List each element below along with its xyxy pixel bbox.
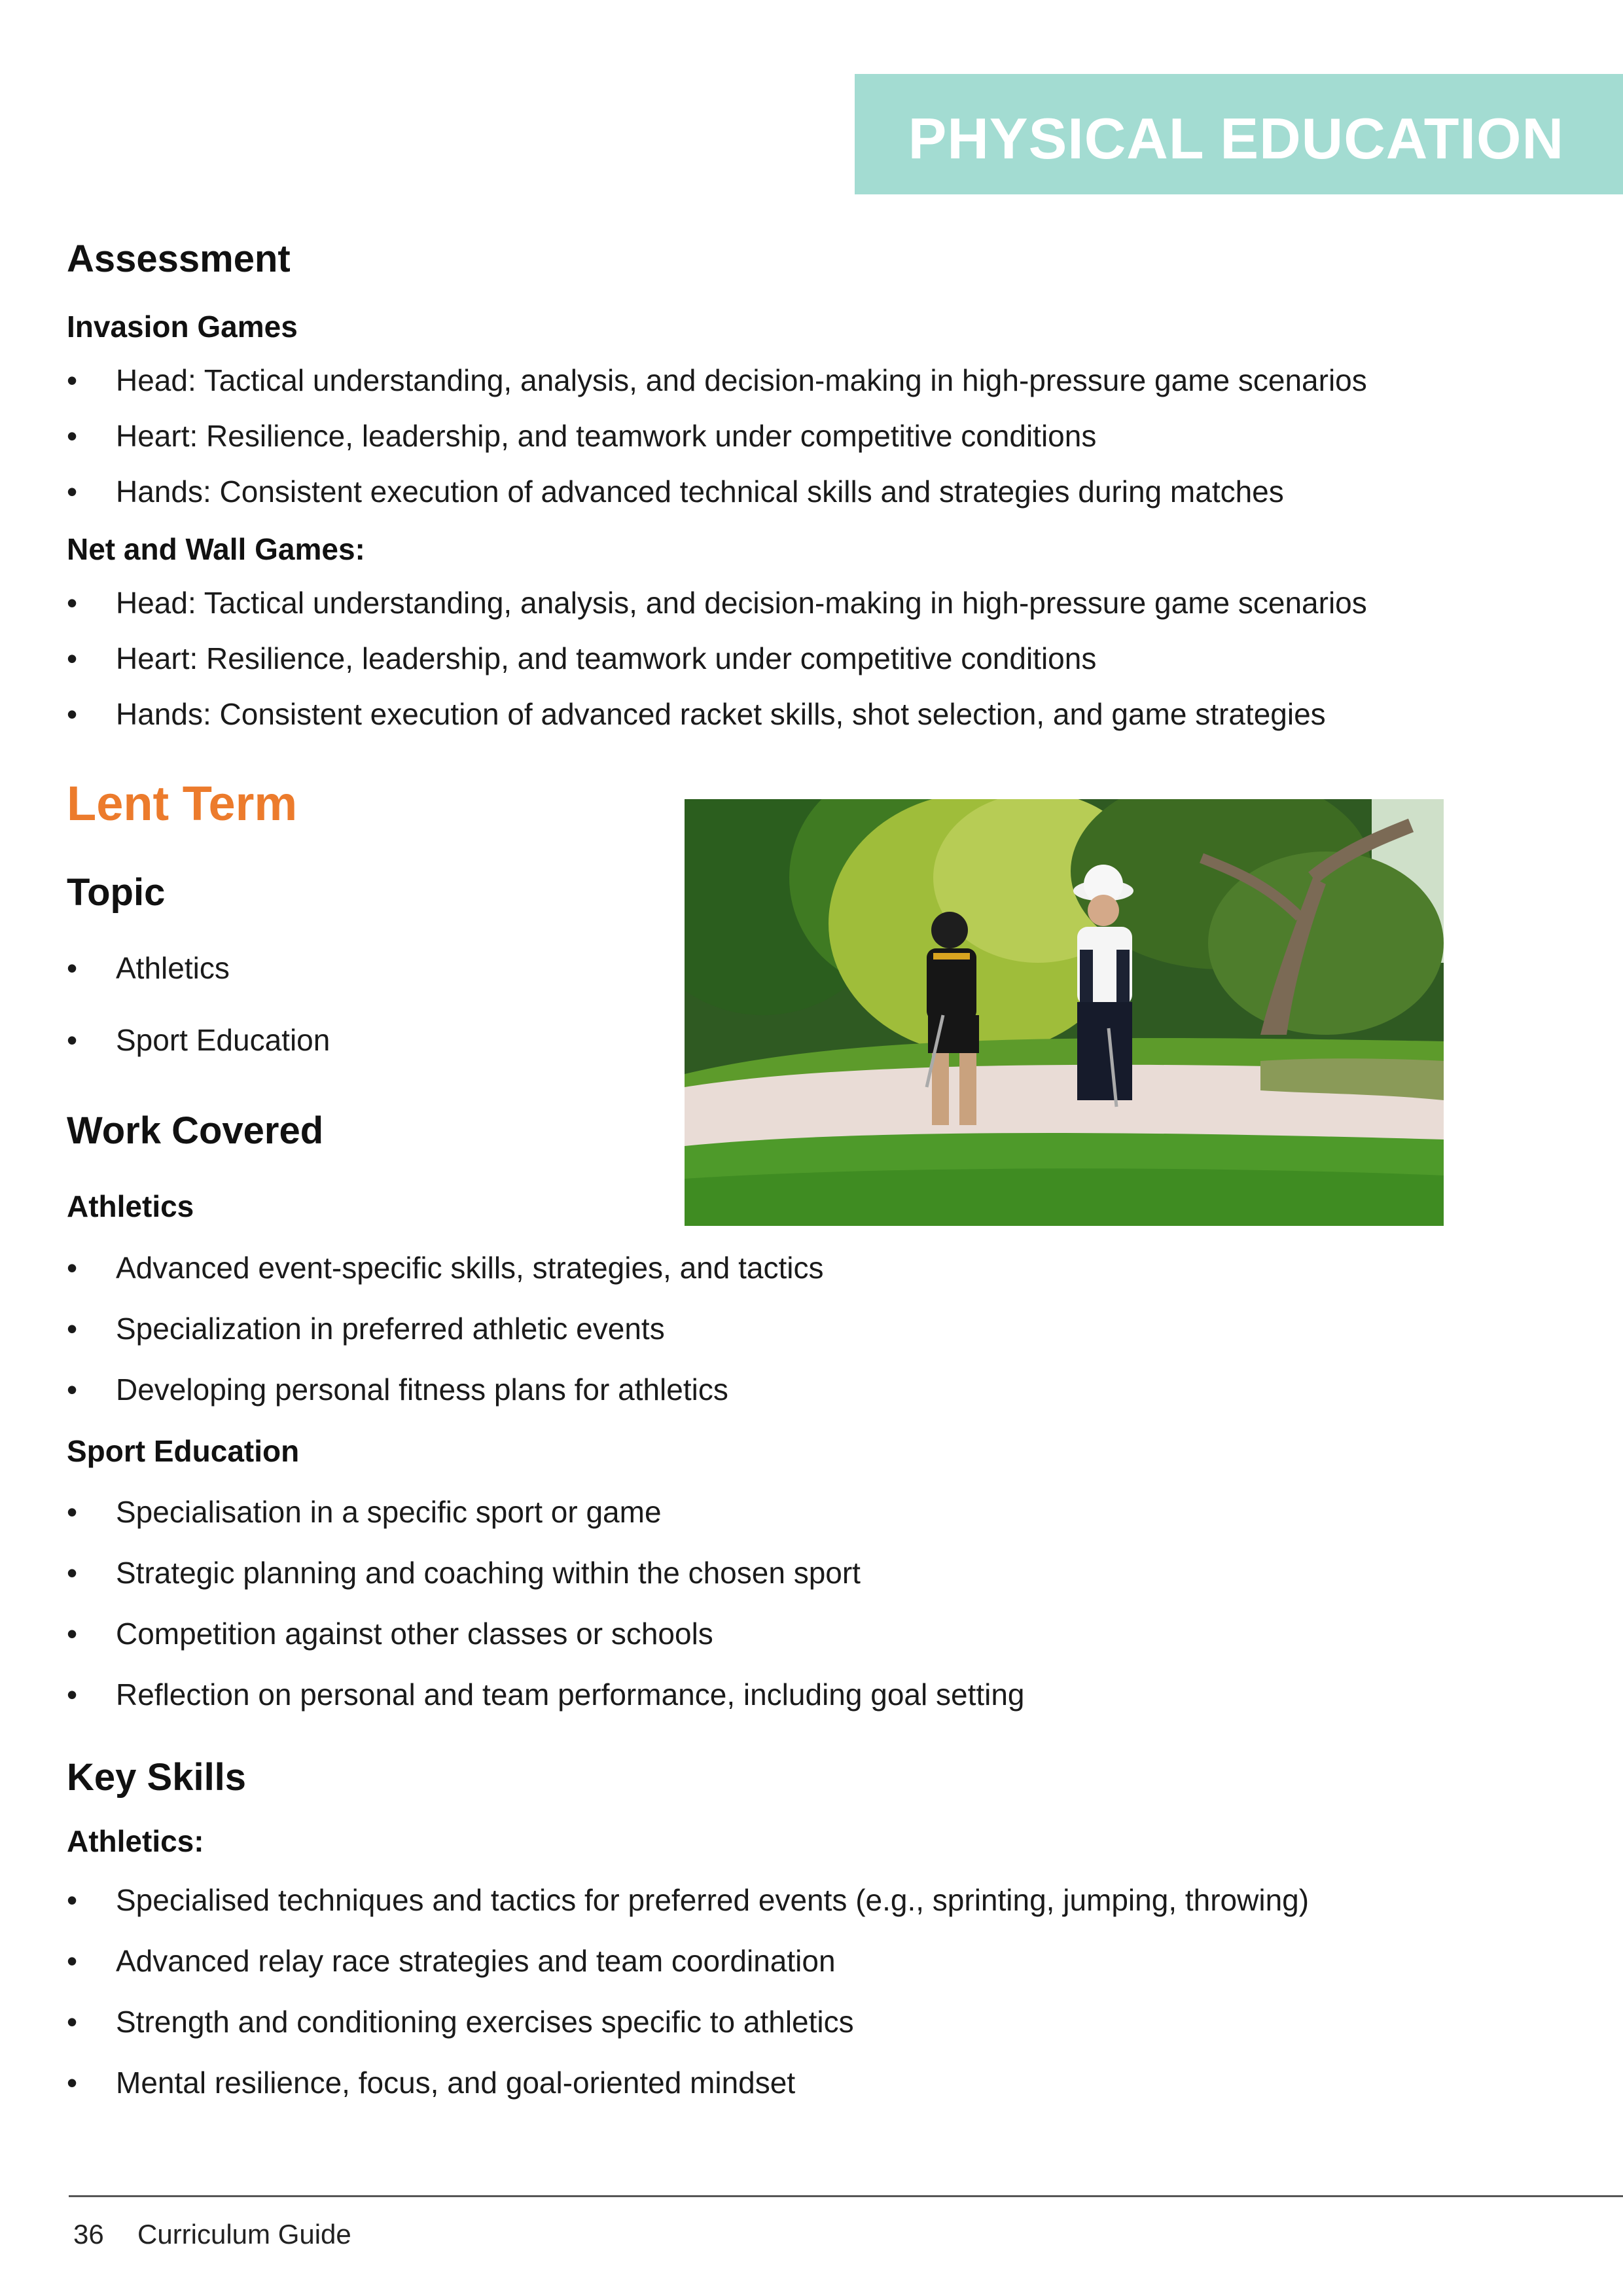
bullet-icon: • — [67, 2066, 78, 2100]
bullet-icon: • — [67, 1372, 78, 1407]
list-item — [67, 1022, 330, 1058]
topic-heading: Topic — [67, 871, 166, 914]
bullet-icon: • — [67, 586, 78, 620]
list-item-text: Heart: Resilience, leadership, and teamwork under competitive conditions — [116, 419, 1097, 453]
list-item — [67, 1250, 824, 1285]
footer-divider — [69, 2195, 1623, 2197]
list-item — [67, 1943, 836, 1979]
list-item — [67, 1616, 713, 1651]
list-item — [67, 2004, 854, 2039]
assessment-heading: Assessment — [67, 238, 291, 280]
document-title: Curriculum Guide — [137, 2219, 351, 2250]
list-item — [67, 1494, 662, 1530]
section-banner — [855, 74, 1623, 194]
list-item-text: Athletics — [116, 951, 230, 985]
lent-term-heading: Lent Term — [67, 776, 298, 831]
list-item-text: Head: Tactical understanding, analysis, and decision-making in high-pressure game scenarios — [116, 586, 1367, 620]
golf-bunker-photo — [685, 799, 1444, 1226]
list-item-text: Strategic planning and coaching within the chosen sport — [116, 1556, 861, 1590]
page-number: 36 — [73, 2219, 104, 2250]
bullet-icon: • — [67, 1495, 78, 1529]
invasion-games-heading: Invasion Games — [67, 310, 298, 344]
list-item-text: Reflection on personal and team performance, including goal setting — [116, 1677, 1025, 1712]
athletics-heading: Athletics — [67, 1189, 194, 1223]
sport-education-heading: Sport Education — [67, 1434, 300, 1468]
bullet-icon: • — [67, 641, 78, 675]
list-item-text: Mental resilience, focus, and goal-oriented mindset — [116, 2066, 796, 2100]
bullet-icon: • — [67, 1556, 78, 1590]
list-item — [67, 585, 1367, 620]
bullet-icon: • — [67, 1251, 78, 1285]
list-item-text: Advanced relay race strategies and team coordination — [116, 1944, 836, 1978]
list-item — [67, 1555, 861, 1590]
net-wall-games-heading: Net and Wall Games: — [67, 532, 365, 566]
list-item — [67, 950, 230, 986]
list-item — [67, 2065, 795, 2100]
list-item — [67, 1372, 728, 1407]
list-item — [67, 363, 1367, 398]
list-item — [67, 1882, 1309, 1918]
work-covered-heading: Work Covered — [67, 1109, 324, 1152]
list-item-text: Hands: Consistent execution of advanced racket skills, shot selection, and game strategies — [116, 697, 1326, 731]
list-item-text: Strength and conditioning exercises specific to athletics — [116, 2005, 854, 2039]
key-skills-heading: Key Skills — [67, 1756, 247, 1799]
bullet-icon: • — [67, 1023, 78, 1057]
list-item-text: Competition against other classes or schools — [116, 1617, 713, 1651]
key-skills-athletics-heading: Athletics: — [67, 1824, 204, 1858]
bullet-icon: • — [67, 1677, 78, 1712]
bullet-icon: • — [67, 2005, 78, 2039]
list-item — [67, 418, 1096, 454]
bullet-icon: • — [67, 1944, 78, 1978]
list-item — [67, 641, 1096, 676]
bullet-icon: • — [67, 475, 78, 509]
list-item-text: Specialization in preferred athletic events — [116, 1312, 665, 1346]
bullet-icon: • — [67, 697, 78, 731]
list-item-text: Specialised techniques and tactics for preferred events (e.g., sprinting, jumping, throwing) — [116, 1883, 1310, 1917]
list-item — [67, 474, 1284, 509]
list-item — [67, 1311, 665, 1346]
list-item-text: Heart: Resilience, leadership, and teamwork under competitive conditions — [116, 641, 1097, 675]
list-item — [67, 1677, 1025, 1712]
bullet-icon: • — [67, 363, 78, 397]
list-item-text: Head: Tactical understanding, analysis, and decision-making in high-pressure game scenarios — [116, 363, 1367, 397]
bullet-icon: • — [67, 419, 78, 453]
bullet-icon: • — [67, 951, 78, 985]
list-item-text: Hands: Consistent execution of advanced technical skills and strategies during matches — [116, 475, 1284, 509]
bullet-icon: • — [67, 1883, 78, 1917]
list-item-text: Specialisation in a specific sport or game — [116, 1495, 662, 1529]
list-item-text: Advanced event-specific skills, strategies, and tactics — [116, 1251, 824, 1285]
list-item — [67, 696, 1326, 732]
bullet-icon: • — [67, 1312, 78, 1346]
bullet-icon: • — [67, 1617, 78, 1651]
list-item-text: Developing personal fitness plans for athletics — [116, 1372, 728, 1407]
list-item-text: Sport Education — [116, 1023, 330, 1057]
section-title: PHYSICAL EDUCATION — [908, 106, 1564, 171]
